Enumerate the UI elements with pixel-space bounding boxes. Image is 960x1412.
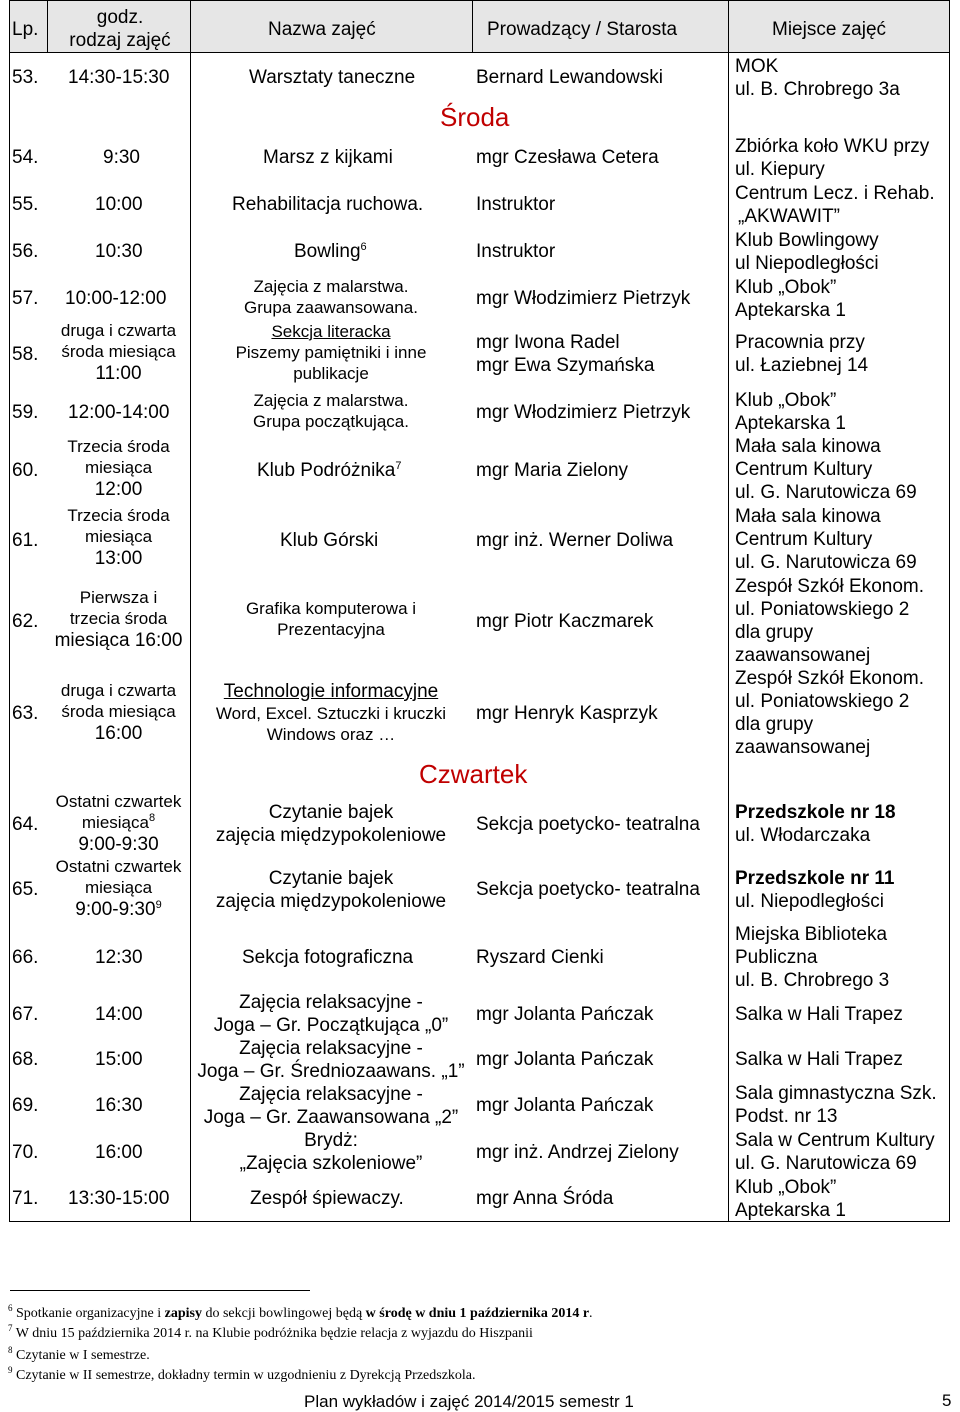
row-66-lead: Ryszard Cienki	[476, 947, 604, 968]
row-64-time-1: Ostatni czwartek	[55, 792, 182, 811]
row-62-time	[47, 587, 190, 652]
row-64-place	[735, 801, 896, 847]
row-57-place	[735, 276, 846, 322]
row-65-time	[47, 856, 190, 921]
row-70-place-1: Sala w Centrum Kultury	[735, 1130, 935, 1151]
row-56-place-1: Klub Bowlingowy	[735, 230, 879, 251]
row-59-place-2: Aptekarska 1	[735, 413, 846, 434]
row-58-lead-1: mgr Iwona Radel	[476, 332, 620, 353]
row-65-time-3: 9:00-9:30	[75, 899, 156, 920]
row-61-lead: mgr inż. Werner Doliwa	[476, 530, 674, 551]
footnote-8-text: Czytanie w I semestrze.	[16, 1348, 150, 1363]
row-59-no: 59.	[12, 402, 39, 423]
row-66-no: 66.	[12, 947, 39, 968]
row-62-place-3: dla grupy	[735, 622, 814, 643]
row-68-lead: mgr Jolanta Pańczak	[476, 1049, 654, 1070]
row-65-name-2: zajęcia międzypokoleniowe	[215, 891, 447, 912]
row-57-time: 10:00-12:00	[65, 288, 167, 309]
row-63-name-3: Windows oraz …	[266, 725, 396, 744]
row-55-place-2: „AKWAWIT”	[738, 206, 841, 227]
footnote-6-number: 6	[8, 1303, 13, 1313]
row-71-place-1: Klub „Obok”	[735, 1177, 837, 1198]
row-64-time	[47, 791, 190, 856]
row-65-place-2: ul. Niepodległości	[735, 891, 884, 912]
row-58-time-1: druga i czwarta	[60, 321, 177, 340]
row-65-place	[735, 867, 894, 913]
footnote-ref-6: 6	[360, 241, 367, 253]
row-66-place	[735, 923, 889, 992]
row-67-place: Salka w Hali Trapez	[735, 1004, 903, 1025]
footnote-ref-7: 7	[395, 460, 402, 472]
footer-title: Plan wykładów i zajęć 2014/2015 semestr 1	[304, 1392, 634, 1411]
row-69-place-2: Podst. nr 13	[735, 1106, 838, 1127]
row-54-place	[735, 135, 929, 181]
row-64-name-2: zajęcia międzypokoleniowe	[215, 825, 447, 846]
row-63-place-1: Zespół Szkół Ekonom.	[735, 668, 925, 689]
row-66-place-2: Publiczna	[735, 947, 818, 968]
row-53-no: 53.	[12, 67, 39, 88]
row-69-place	[735, 1082, 937, 1128]
row-53-place-1: MOK	[735, 56, 779, 77]
row-71-place-2: Aptekarska 1	[735, 1200, 846, 1221]
row-62-place-4: zaawansowanej	[735, 645, 871, 666]
row-61-no: 61.	[12, 530, 39, 551]
row-63-place	[735, 667, 924, 759]
footnote-7-text: W dniu 15 października 2014 r. na Klubie podróżnika będzie relacja z wyjazdu do Hiszpanii	[15, 1326, 533, 1341]
row-65-time-2: miesiąca	[84, 878, 153, 897]
row-70-place	[735, 1129, 935, 1175]
row-62-name	[190, 598, 472, 640]
row-61-name: Klub Górski	[280, 530, 379, 551]
row-59-name-2: Grupa początkująca.	[253, 412, 409, 431]
column-divider-lp	[47, 0, 48, 53]
row-63-time-2: środa miesiąca	[61, 702, 176, 721]
row-58-lead-2: mgr Ewa Szymańska	[476, 355, 655, 376]
row-69-name-2: Joga – Gr. Zaawansowana „2”	[203, 1107, 459, 1128]
footnote-9-number: 9	[8, 1365, 13, 1375]
row-62-lead: mgr Piotr Kaczmarek	[476, 611, 654, 632]
row-67-lead: mgr Jolanta Pańczak	[476, 1004, 654, 1025]
row-70-name-2: „Zajęcia szkoleniowe”	[239, 1153, 423, 1174]
row-54-place-2: ul. Kiepury	[735, 159, 825, 180]
row-56-place-2: ul Niepodległości	[735, 253, 879, 274]
row-62-time-1: Pierwsza i	[79, 588, 158, 607]
row-66-place-3: ul. B. Chrobrego 3	[735, 970, 890, 991]
row-63-name-1: Technologie informacyjne	[223, 681, 439, 702]
row-61-place-3: ul. G. Narutowicza 69	[735, 552, 917, 573]
row-60-place-1: Mała sala kinowa	[735, 436, 881, 457]
row-55-place-1: Centrum Lecz. i Rehab.	[735, 183, 935, 204]
row-70-name-1: Brydż:	[304, 1130, 358, 1151]
row-58-name-1: Sekcja literacka	[271, 322, 391, 341]
row-60-time-1: Trzecia środa	[67, 437, 170, 456]
row-62-time-2: trzecia środa	[69, 609, 168, 628]
row-58-time	[47, 320, 190, 385]
row-71-time: 13:30-15:00	[68, 1188, 170, 1209]
row-64-name-1: Czytanie bajek	[268, 802, 394, 823]
row-53-lead: Bernard Lewandowski	[476, 67, 663, 88]
row-61-time-3: 13:00	[94, 548, 143, 569]
footnote-6-text-c: do sekcji bowlingowej będą	[201, 1306, 366, 1321]
row-63-lead: mgr Henryk Kasprzyk	[476, 703, 658, 724]
row-70-place-2: ul. G. Narutowicza 69	[735, 1153, 917, 1174]
table-border-right	[949, 0, 950, 1222]
row-62-name-2: Prezentacyjna	[277, 620, 385, 639]
row-71-name: Zespół śpiewaczy.	[250, 1188, 404, 1209]
row-55-time: 10:00	[95, 194, 143, 215]
row-53-name: Warsztaty taneczne	[249, 67, 416, 88]
row-61-time	[47, 505, 190, 570]
row-65-name	[190, 867, 472, 913]
row-58-name-2: Piszemy pamiętniki i inne	[235, 343, 427, 362]
row-58-name-3: publikacje	[293, 364, 369, 383]
row-57-name-2: Grupa zaawansowana.	[244, 298, 418, 317]
row-67-time: 14:00	[95, 1004, 143, 1025]
row-69-time: 16:30	[95, 1095, 143, 1116]
footnote-9	[8, 1367, 476, 1384]
row-68-no: 68.	[12, 1049, 39, 1070]
row-68-name-2: Joga – Gr. Średniozaawans. „1”	[197, 1061, 465, 1082]
row-60-place-2: Centrum Kultury	[735, 459, 873, 480]
row-70-name	[190, 1129, 472, 1175]
row-71-no: 71.	[12, 1188, 39, 1209]
row-54-place-1: Zbiórka koło WKU przy	[735, 136, 930, 157]
row-63-time	[47, 680, 190, 745]
row-64-time-3: 9:00-9:30	[78, 834, 159, 855]
row-63-place-2: ul. Poniatowskiego 2	[735, 691, 910, 712]
row-62-no: 62.	[12, 611, 39, 632]
row-60-name	[257, 459, 402, 482]
row-61-time-2: miesiąca	[84, 527, 153, 546]
row-71-lead: mgr Anna Śróda	[476, 1188, 614, 1209]
header-godz	[50, 6, 190, 52]
row-59-name	[190, 390, 472, 432]
footnote-8-number: 8	[8, 1345, 13, 1355]
row-60-time-2: miesiąca	[84, 458, 153, 477]
row-57-lead: mgr Włodzimierz Pietrzyk	[476, 288, 691, 309]
row-62-place-1: Zespół Szkół Ekonom.	[735, 576, 925, 597]
row-65-place-1: Przedszkole nr 11	[735, 868, 895, 889]
row-60-name-text: Klub Podróżnika	[257, 460, 396, 481]
row-57-place-1: Klub „Obok”	[735, 277, 837, 298]
row-58-time-3: 11:00	[95, 363, 142, 384]
row-56-lead: Instruktor	[476, 241, 556, 262]
row-59-lead: mgr Włodzimierz Pietrzyk	[476, 402, 691, 423]
row-55-no: 55.	[12, 194, 39, 215]
row-56-name	[294, 240, 367, 263]
row-62-place	[735, 575, 924, 667]
row-54-name: Marsz z kijkami	[263, 147, 393, 168]
row-58-lead	[476, 331, 654, 377]
row-56-name-text: Bowling	[294, 241, 361, 262]
row-66-place-1: Miejska Biblioteka	[735, 924, 888, 945]
row-57-name-1: Zajęcia z malarstwa.	[253, 277, 409, 296]
row-55-place	[735, 182, 935, 228]
header-nazwa: Nazwa zajęć	[268, 19, 376, 40]
row-65-no: 65.	[12, 879, 39, 900]
row-61-place-1: Mała sala kinowa	[735, 506, 881, 527]
row-69-no: 69.	[12, 1095, 39, 1116]
day-sroda: Środa	[440, 102, 510, 132]
page-number: 5	[942, 1391, 952, 1410]
row-59-name-1: Zajęcia z malarstwa.	[253, 391, 409, 410]
row-64-lead: Sekcja poetycko- teatralna	[476, 814, 700, 835]
row-67-name-2: Joga – Gr. Początkująca „0”	[213, 1015, 449, 1036]
row-70-lead: mgr inż. Andrzej Zielony	[476, 1142, 679, 1163]
row-58-no: 58.	[12, 344, 39, 365]
row-68-place: Salka w Hali Trapez	[735, 1049, 903, 1070]
table-border-left	[9, 0, 10, 1222]
row-53-place	[735, 55, 900, 101]
row-62-time-3: miesiąca 16:00	[54, 630, 183, 651]
row-54-lead: mgr Czesława Cetera	[476, 147, 659, 168]
row-69-lead: mgr Jolanta Pańczak	[476, 1095, 654, 1116]
row-59-time: 12:00-14:00	[68, 402, 170, 423]
row-60-time-3: 12:00	[94, 479, 143, 500]
row-67-name	[190, 991, 472, 1037]
header-godz-line1: godz.	[96, 7, 144, 28]
row-60-no: 60.	[12, 460, 39, 481]
footnote-separator	[10, 1290, 310, 1291]
row-62-name-1: Grafika komputerowa i	[245, 599, 417, 618]
row-64-name	[190, 801, 472, 847]
row-69-name	[190, 1083, 472, 1129]
footnote-6-text-d: w środę w dniu 1 października 2014 r	[365, 1306, 590, 1321]
row-60-place	[735, 435, 917, 504]
row-56-no: 56.	[12, 241, 39, 262]
row-57-place-2: Aptekarska 1	[735, 300, 846, 321]
row-58-place-2: ul. Łaziebnej 14	[735, 355, 869, 376]
row-69-name-1: Zajęcia relaksacyjne -	[239, 1084, 423, 1105]
row-54-no: 54.	[12, 147, 39, 168]
row-63-name	[190, 680, 472, 745]
table-border-top	[9, 0, 950, 1]
row-61-place	[735, 505, 917, 574]
footnote-ref-8: 8	[148, 812, 156, 824]
row-53-time: 14:30-15:30	[68, 67, 170, 88]
row-57-name	[190, 276, 472, 318]
row-59-place-1: Klub „Obok”	[735, 390, 837, 411]
day-czwartek: Czwartek	[419, 759, 528, 789]
footnote-6-text-a: Spotkanie organizacyjne i	[16, 1306, 165, 1321]
row-58-name	[190, 321, 472, 384]
row-63-no: 63.	[12, 703, 39, 724]
row-60-time	[47, 436, 190, 501]
column-divider-name	[472, 0, 473, 53]
row-69-place-1: Sala gimnastyczna Szk.	[735, 1083, 937, 1104]
row-64-place-1: Przedszkole nr 18	[735, 802, 896, 823]
table-border-header	[9, 52, 950, 53]
row-62-place-2: ul. Poniatowskiego 2	[735, 599, 910, 620]
row-63-time-3: 16:00	[94, 723, 143, 744]
row-58-place-1: Pracownia przy	[735, 332, 865, 353]
row-58-place	[735, 331, 868, 377]
row-68-name-1: Zajęcia relaksacyjne -	[239, 1038, 423, 1059]
column-divider-lead	[728, 0, 729, 1222]
header-godz-line2: rodzaj zajęć	[69, 30, 171, 51]
row-55-name: Rehabilitacja ruchowa.	[232, 194, 424, 215]
row-63-name-2: Word, Excel. Sztuczki i kruczki	[215, 704, 447, 723]
row-63-time-1: druga i czwarta	[60, 681, 177, 700]
row-70-time: 16:00	[95, 1142, 143, 1163]
row-65-time-1: Ostatni czwartek	[55, 857, 182, 876]
footnote-ref-9: 9	[155, 899, 162, 911]
row-60-place-3: ul. G. Narutowicza 69	[735, 482, 917, 503]
row-53-place-2: ul. B. Chrobrego 3a	[735, 79, 900, 100]
header-miejsce: Miejsce zajęć	[772, 19, 887, 40]
row-64-time-2: miesiąca	[81, 813, 149, 832]
row-64-place-2: ul. Włodarczaka	[735, 825, 871, 846]
row-55-lead: Instruktor	[476, 194, 556, 215]
row-66-name: Sekcja fotograficzna	[242, 947, 414, 968]
row-58-time-2: środa miesiąca	[61, 342, 176, 361]
row-63-place-4: zaawansowanej	[735, 737, 871, 758]
row-67-no: 67.	[12, 1004, 39, 1025]
row-59-place	[735, 389, 846, 435]
header-prowadzacy: Prowadzący / Starosta	[487, 19, 678, 40]
row-65-lead: Sekcja poetycko- teatralna	[476, 879, 700, 900]
row-54-time: 9:30	[103, 147, 140, 168]
row-60-lead: mgr Maria Zielony	[476, 460, 629, 481]
header-lp: Lp.	[12, 19, 39, 40]
footnote-7-number: 7	[8, 1323, 13, 1333]
row-66-time: 12:30	[95, 947, 143, 968]
row-57-no: 57.	[12, 288, 39, 309]
row-68-name	[190, 1037, 472, 1083]
footnote-6-text-b: zapisy	[164, 1306, 202, 1321]
footnote-7	[8, 1325, 533, 1342]
footnote-6: $^6$ Spotkanie organizacyjne i zapisy do sekcji bowlingowej będą w środę w dniu 1 października 2014 r.	[8, 1303, 593, 1321]
row-63-place-3: dla grupy	[735, 714, 814, 735]
row-61-place-2: Centrum Kultury	[735, 529, 873, 550]
row-71-place	[735, 1176, 846, 1222]
footnote-8	[8, 1347, 150, 1364]
row-61-time-1: Trzecia środa	[67, 506, 170, 525]
row-65-name-1: Czytanie bajek	[268, 868, 394, 889]
footnote-9-text: Czytanie w II semestrze, dokładny termin w uzgodnieniu z Dyrekcją Przedszkola.	[16, 1368, 476, 1383]
row-64-no: 64.	[12, 814, 39, 835]
row-68-time: 15:00	[95, 1049, 143, 1070]
row-70-no: 70.	[12, 1142, 39, 1163]
row-56-time: 10:30	[95, 241, 143, 262]
row-67-name-1: Zajęcia relaksacyjne -	[239, 992, 423, 1013]
row-56-place	[735, 229, 879, 275]
